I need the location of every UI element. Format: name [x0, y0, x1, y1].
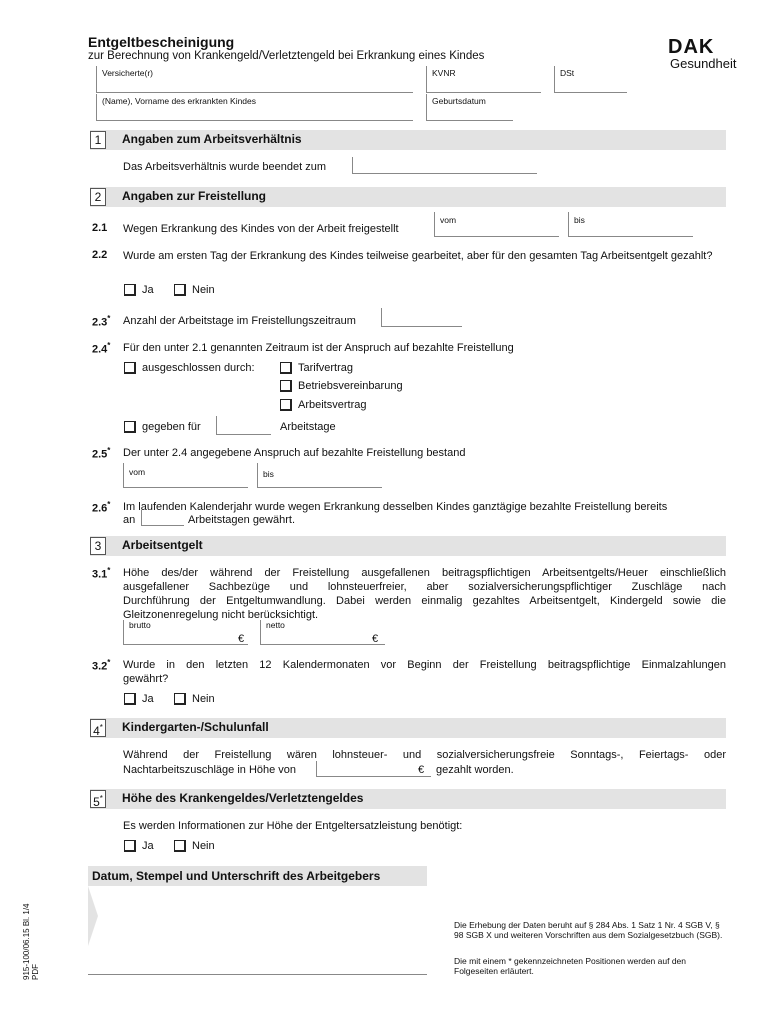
section-5-text: Es werden Informationen zur Höhe der Entgeltersatzleistung benötigt:: [123, 820, 463, 832]
q2-3-number: 2.3*: [92, 314, 111, 329]
section-2-title: Angaben zur Freistellung: [122, 189, 267, 203]
signature-line[interactable]: [88, 974, 427, 975]
asterisk-note: Die mit einem * gekennzeichneten Positionen werden auf den Folgeseiten erläutert.: [454, 956, 687, 976]
q2-2-yes-label: Ja: [142, 284, 154, 296]
q2-4-workdays-label: Arbeitstage: [280, 421, 336, 433]
section-4-currency: €: [418, 764, 425, 776]
q2-6-tail-label: Arbeitstagen gewährt.: [188, 514, 296, 526]
q2-4-given-label: gegeben für: [142, 421, 201, 433]
q2-6-days-field[interactable]: [141, 510, 184, 526]
form-id: [22, 903, 40, 980]
dak-logo-sub: Gesundheit: [670, 56, 737, 71]
legal-note: Die Erhebung der Daten beruht auf § 284 Abs. 1 Satz 1 Nr. 4 SGB V, § 98 SGB X und weiteren Vorschriften aus dem Sozialgesetzbuch (SGB).: [454, 920, 723, 940]
q2-5-from-label: vom: [129, 467, 146, 477]
q3-1-line-4: Gleitzonenregelung nicht berücksichtigt.: [123, 609, 319, 621]
q2-4-arbeit-label: Arbeitsvertrag: [298, 399, 367, 411]
q3-2-text: [123, 658, 726, 686]
q3-2-line-1: Wurde in den letzten 12 Kalendermonaten vor Beginn der Freistellung beitragspflichtige Einmalzahlungen: [123, 659, 726, 671]
section-2-header: [90, 187, 726, 207]
form-subtitle: zur Berechnung von Krankengeld/Verletztengeld bei Erkrankung eines Kindes: [88, 50, 485, 62]
section-4-amount-field[interactable]: [316, 761, 431, 777]
employment-end-field[interactable]: [352, 157, 537, 174]
q2-1-from-label: vom: [440, 215, 457, 225]
q2-6-number: 2.6*: [92, 500, 111, 515]
q2-6-an-label: an: [123, 514, 136, 526]
q3-1-net-currency: €: [372, 633, 379, 645]
section-5-no-label: Nein: [192, 840, 215, 852]
q2-4-tarif-label: Tarifvertrag: [298, 362, 354, 374]
q2-4-text: Für den unter 2.1 genannten Zeitraum ist der Anspruch auf bezahlte Freistellung: [123, 342, 514, 354]
q2-3-days-field[interactable]: [381, 308, 462, 327]
q3-1-line-3: Durchführung der Entgeltumwandlung. Dabei werden einmalig gezahltes Arbeitsentgelt, Kindergeld sowie die: [123, 595, 726, 607]
birthdate-label: Geburtsdatum: [432, 96, 486, 106]
q2-5-number: 2.5*: [92, 446, 111, 461]
q2-5-text: Der unter 2.4 angegebene Anspruch auf bezahlte Freistellung bestand: [123, 447, 466, 459]
form-title: Entgeltbescheinigung: [88, 34, 235, 50]
q3-1-line-2: ausgefallener Sachbezüge und lohnsteuerfreier, aber sozialversicherungspflichtiger Zuschläge nach: [123, 581, 726, 593]
q2-1-to-field[interactable]: [568, 212, 693, 237]
q2-2-no-checkbox[interactable]: [174, 284, 186, 296]
q3-2-no-checkbox[interactable]: [174, 693, 186, 705]
signature-header: [88, 866, 427, 886]
q3-2-yes-label: Ja: [142, 693, 154, 705]
kvnr-label: KVNR: [432, 68, 456, 78]
q2-4-number: 2.4*: [92, 341, 111, 356]
dst-label: DSt: [560, 68, 575, 78]
q2-2-yes-checkbox[interactable]: [124, 284, 136, 296]
section-3-header: [90, 536, 726, 556]
section-2-number: 2: [90, 188, 106, 206]
q3-2-line-2: gewährt?: [123, 673, 169, 685]
q3-1-net-label: netto: [266, 620, 285, 630]
q2-2-text: Wurde am ersten Tag der Erkrankung des Kindes teilweise gearbeitet, aber für den gesamten Tag Arbeitsentgelt gezahlt?: [123, 250, 713, 262]
q2-2-number: 2.2: [92, 249, 108, 261]
section-5-yes-label: Ja: [142, 840, 154, 852]
q3-1-gross-label: brutto: [129, 620, 151, 630]
q2-5-to-label: bis: [263, 469, 274, 479]
q3-2-yes-checkbox[interactable]: [124, 693, 136, 705]
q2-4-excluded-checkbox[interactable]: [124, 362, 136, 374]
q3-2-number: 3.2*: [92, 658, 111, 673]
section-4-header: [90, 718, 726, 738]
q2-1-number: 2.1: [92, 222, 108, 234]
q2-1-text: Wegen Erkrankung des Kindes von der Arbeit freigestellt: [123, 223, 399, 235]
q3-2-no-label: Nein: [192, 693, 215, 705]
dak-logo: DAK: [668, 36, 715, 58]
section-3-title: Arbeitsentgelt: [122, 538, 203, 552]
q3-1-gross-currency: €: [238, 633, 245, 645]
insured-label: Versicherte(r): [102, 68, 154, 78]
q3-1-line-1: Höhe des/der während der Freistellung ausgefallenen beitragspflichtigen Arbeitsentgelts/Heuer einschließlich: [123, 567, 726, 579]
section-4-line-2b: gezahlt worden.: [436, 764, 514, 776]
q2-4-excluded-label: ausgeschlossen durch:: [142, 362, 255, 374]
q2-3-text: Anzahl der Arbeitstage im Freistellungszeitraum: [123, 315, 356, 327]
employment-end-label: Das Arbeitsverhältnis wurde beendet zum: [123, 161, 326, 173]
q2-4-given-days-field[interactable]: [216, 416, 271, 435]
q2-4-given-checkbox[interactable]: [124, 421, 136, 433]
q2-5-to-field[interactable]: [257, 463, 382, 488]
section-1-header: [90, 130, 726, 150]
form-id-text: 915-100/06.15 Bl. 1/4: [22, 903, 31, 980]
q2-4-betrieb-checkbox[interactable]: [280, 380, 292, 392]
section-4-title: Kindergarten-/Schulunfall: [122, 720, 269, 734]
q2-4-betrieb-label: Betriebsvereinbarung: [298, 380, 403, 392]
q2-4-arbeit-checkbox[interactable]: [280, 399, 292, 411]
section-5-number: 5*: [90, 790, 106, 808]
section-4-line-2a: Nachtarbeitszuschläge in Höhe von: [123, 764, 297, 776]
section-1-title: Angaben zum Arbeitsverhältnis: [122, 132, 302, 146]
form-pdf-text: PDF: [31, 964, 40, 980]
section-5-title: Höhe des Krankengeldes/Verletztengeldes: [122, 791, 364, 805]
q2-2-no-label: Nein: [192, 284, 215, 296]
section-5-header: [90, 789, 726, 809]
q2-4-tarif-checkbox[interactable]: [280, 362, 292, 374]
section-1-number: 1: [90, 131, 106, 149]
q2-1-to-label: bis: [574, 215, 585, 225]
signature-box-marker: [88, 886, 100, 976]
section-5-no-checkbox[interactable]: [174, 840, 186, 852]
child-name-label: (Name), Vorname des erkrankten Kindes: [102, 96, 257, 106]
q3-1-number: 3.1*: [92, 566, 111, 581]
section-4-line-1: Während der Freistellung wären lohnsteuer- und sozialversicherungsfreie Sonntags-, Feiertags- oder: [123, 749, 726, 761]
q3-1-text: [123, 566, 726, 622]
section-5-yes-checkbox[interactable]: [124, 840, 136, 852]
signature-title: Datum, Stempel und Unterschrift des Arbeitgebers: [92, 869, 381, 883]
section-4-number: 4*: [90, 719, 106, 737]
q2-6-text: Im laufenden Kalenderjahr wurde wegen Erkrankung desselben Kindes ganztägige bezahlte Freistellung bereits: [123, 501, 668, 513]
section-3-number: 3: [90, 537, 106, 555]
